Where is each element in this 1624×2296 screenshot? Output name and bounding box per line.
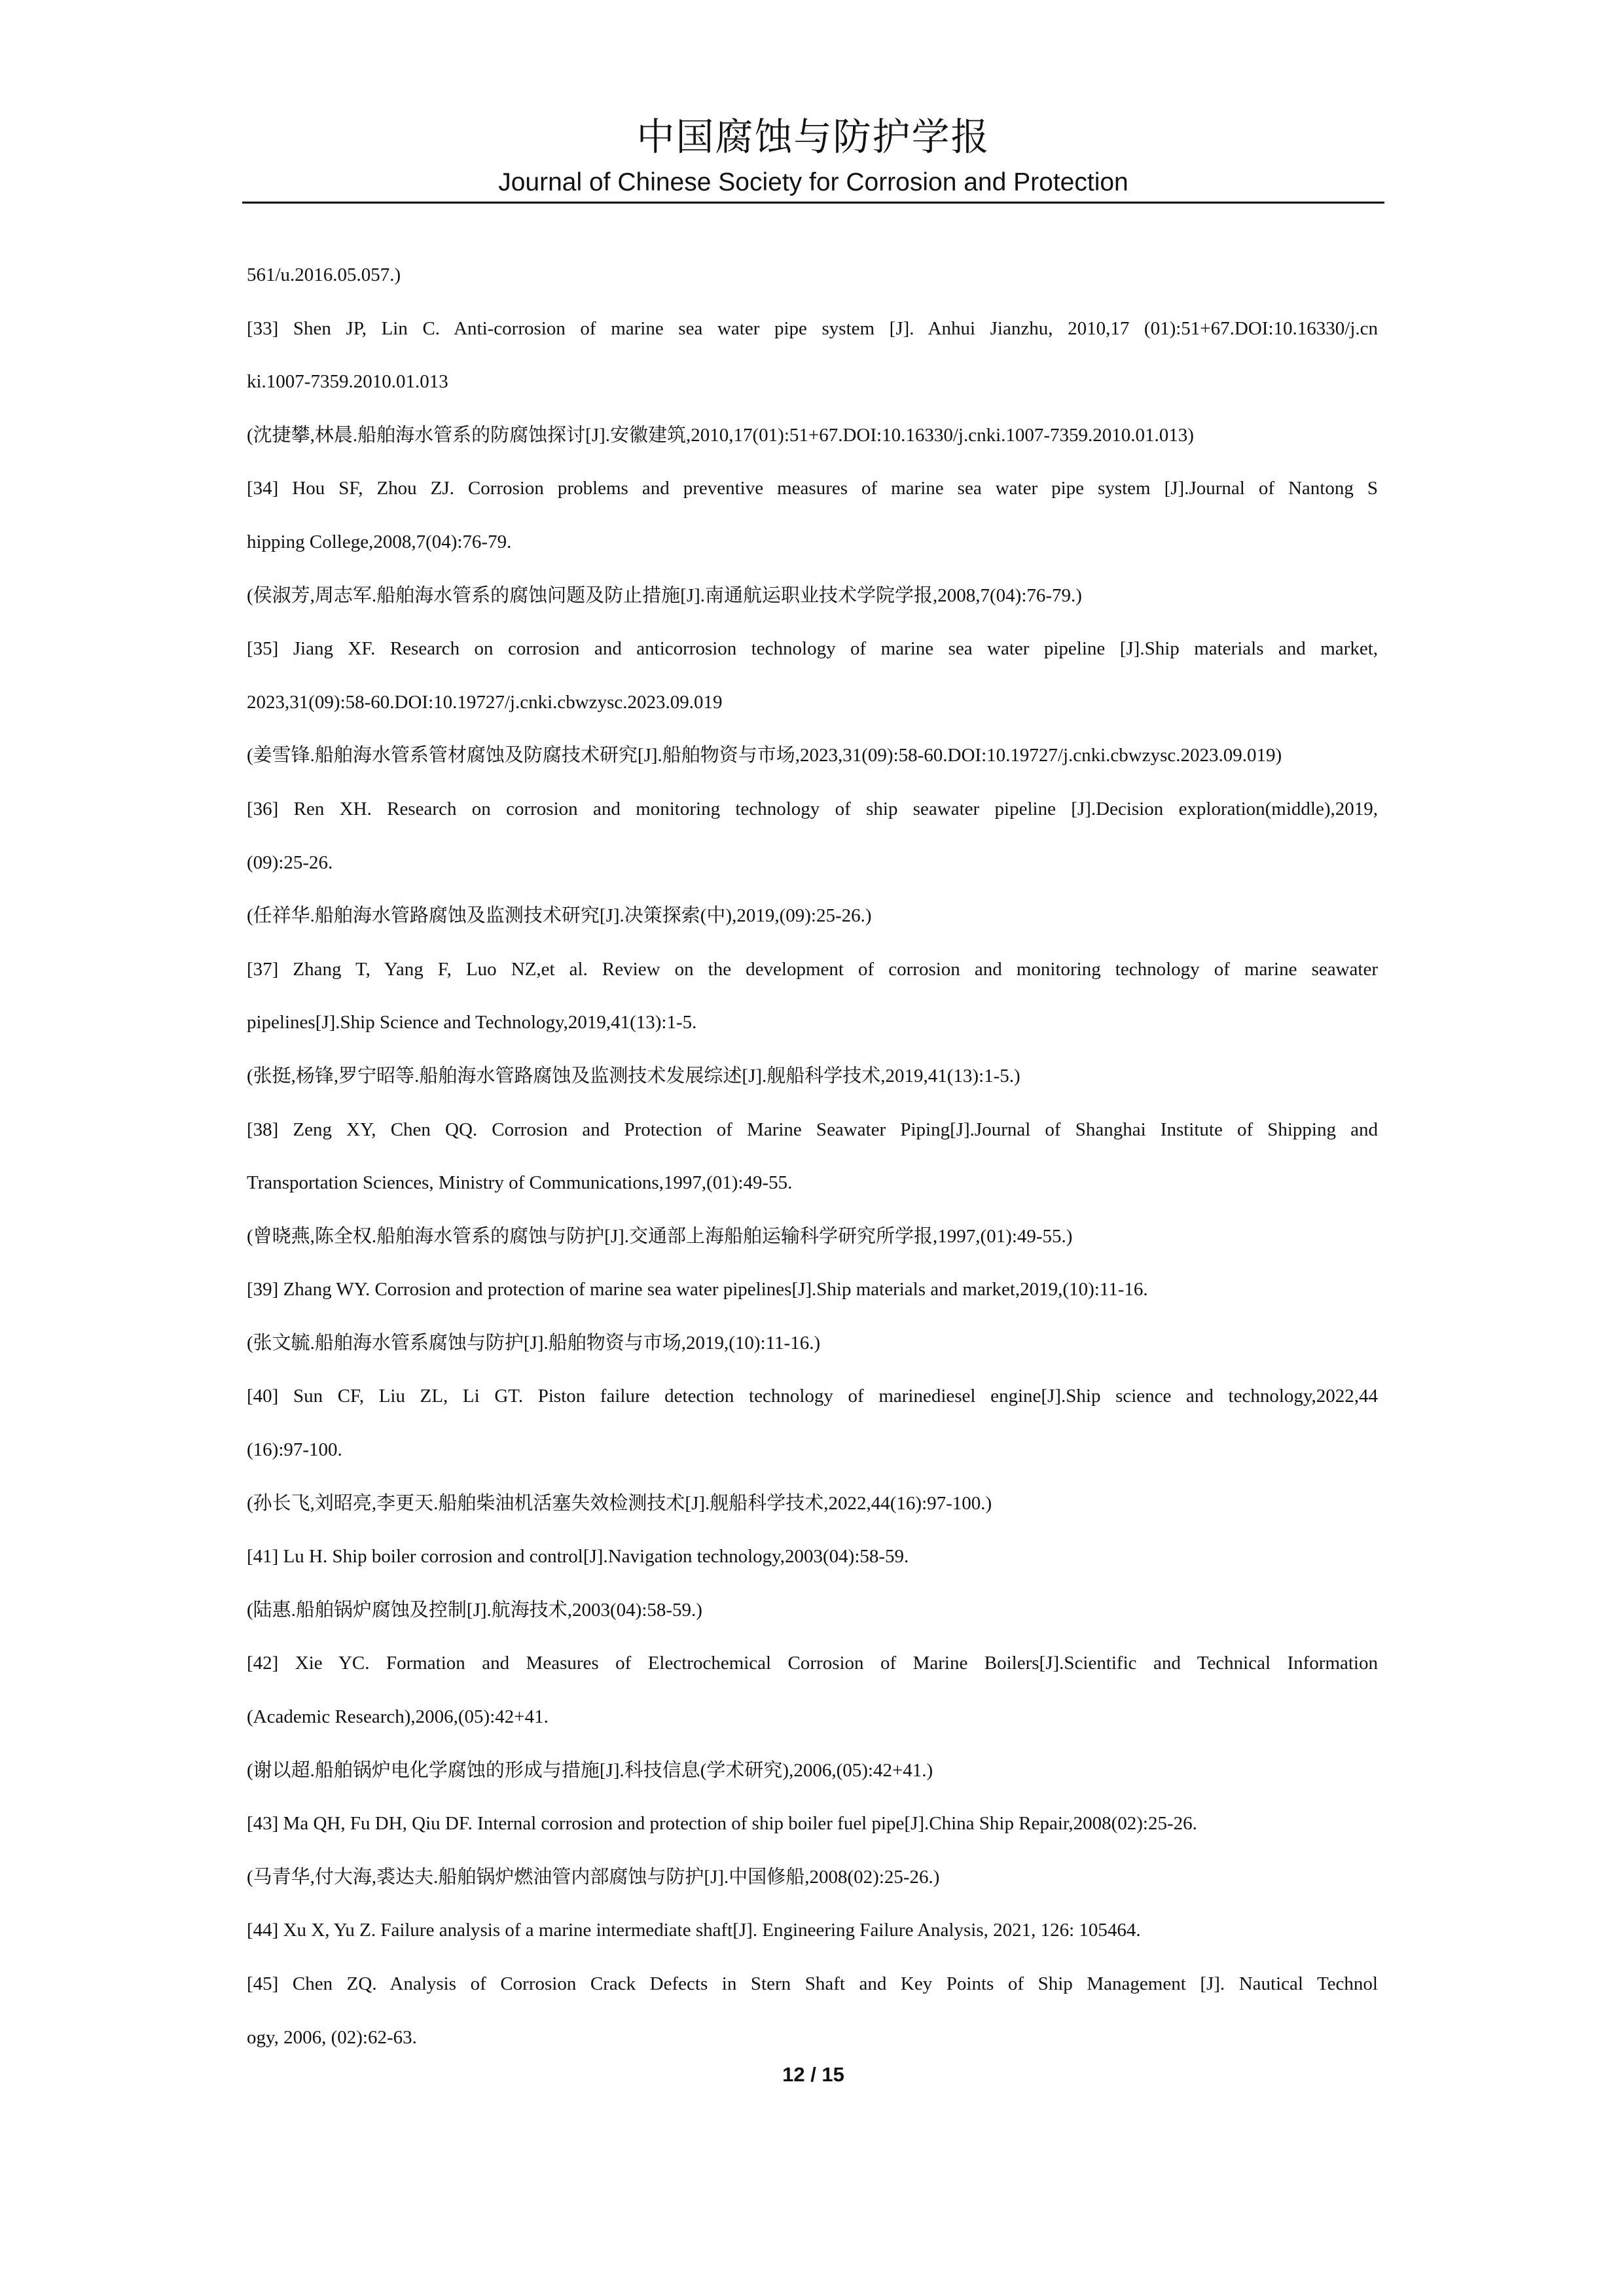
reference-line: (张挺,杨锋,罗宁昭等.船舶海水管路腐蚀及监测技术发展综述[J].舰船科学技术,2019,41(13):1-5.) (247, 1065, 1020, 1086)
reference-line: [36] Ren XH. Research on corrosion and monitoring technology of ship seawater pipeline [J].Decision exploration(middle),2019, (247, 798, 1378, 819)
page-number: 12 / 15 (782, 2063, 844, 2086)
reference-list (247, 249, 1378, 2064)
header-divider (242, 202, 1384, 204)
reference-line: [43] Ma QH, Fu DH, Qiu DF. Internal corrosion and protection of ship boiler fuel pipe[J].China Ship Repair,2008(02):25-26. (247, 1813, 1197, 1835)
reference-line: [44] Xu X, Yu Z. Failure analysis of a marine intermediate shaft[J]. Engineering Failure Analysis, 2021, 126: 105464. (247, 1920, 1141, 1941)
reference-line: Transportation Sciences, Ministry of Communications,1997,(01):49-55. (247, 1172, 793, 1194)
reference-line: ki.1007-7359.2010.01.013 (247, 371, 448, 393)
reference-line: 2023,31(09):58-60.DOI:10.19727/j.cnki.cbwzysc.2023.09.019 (247, 691, 723, 713)
reference-line: [42] Xie YC. Formation and Measures of Electrochemical Corrosion of Marine Boilers[J].Scientific and Technical Information (247, 1653, 1378, 1674)
reference-line: [37] Zhang T, Yang F, Luo NZ,et al. Review on the development of corrosion and monitoring technology of marine seawater (247, 958, 1378, 980)
reference-line: (09):25-26. (247, 852, 333, 873)
reference-line: [33] Shen JP, Lin C. Anti-corrosion of marine sea water pipe system [J]. Anhui Jianzhu, 2010,17 (01):51+67.DOI:10.16330/j.cn (247, 317, 1378, 339)
reference-line: [45] Chen ZQ. Analysis of Corrosion Crack Defects in Stern Shaft and Key Points of Ship Management [J]. Nautical Technol (247, 1973, 1378, 1994)
reference-line: (Academic Research),2006,(05):42+41. (247, 1706, 549, 1728)
reference-line: [35] Jiang XF. Research on corrosion and anticorrosion technology of marine sea water pipeline [J].Ship materials and market, (247, 638, 1378, 660)
reference-line: (孙长飞,刘昭亮,李更天.船舶柴油机活塞失效检测技术[J].舰船科学技术,2022,44(16):97-100.) (247, 1492, 992, 1514)
reference-line: hipping College,2008,7(04):76-79. (247, 531, 512, 552)
journal-header (242, 111, 1384, 200)
reference-line: (侯淑芳,周志军.船舶海水管系的腐蚀问题及防止措施[J].南通航运职业技术学院学报,2008,7(04):76-79.) (247, 584, 1082, 606)
reference-line: (陆惠.船舶锅炉腐蚀及控制[J].航海技术,2003(04):58-59.) (247, 1599, 702, 1621)
reference-line: (16):97-100. (247, 1439, 342, 1461)
reference-line: pipelines[J].Ship Science and Technology,2019,41(13):1-5. (247, 1012, 697, 1033)
reference-line: (谢以超.船舶锅炉电化学腐蚀的形成与措施[J].科技信息(学术研究),2006,(05):42+41.) (247, 1759, 933, 1781)
journal-title-english: Journal of Chinese Society for Corrosion and Protection (498, 168, 1128, 196)
reference-line: [39] Zhang WY. Corrosion and protection of marine sea water pipelines[J].Ship materials and market,2019,(10):11-16. (247, 1279, 1148, 1300)
reference-line: (马青华,付大海,裘达夫.船舶锅炉燃油管内部腐蚀与防护[J].中国修船,2008(02):25-26.) (247, 1866, 940, 1888)
reference-line: (张文毓.船舶海水管系腐蚀与防护[J].船舶物资与市场,2019,(10):11-16.) (247, 1332, 821, 1354)
reference-line: (沈捷攀,林晨.船舶海水管系的防腐蚀探讨[J].安徽建筑,2010,17(01):51+67.DOI:10.16330/j.cnki.1007-7359.2010.01.013) (247, 424, 1194, 446)
reference-line: 561/u.2016.05.057.) (247, 264, 401, 285)
reference-line: [41] Lu H. Ship boiler corrosion and control[J].Navigation technology,2003(04):58-59. (247, 1546, 909, 1568)
reference-line: [34] Hou SF, Zhou ZJ. Corrosion problems and preventive measures of marine sea water pipe system [J].Journal of Nantong S (247, 478, 1378, 499)
journal-title-chinese: 中国腐蚀与防护学报 (636, 115, 990, 159)
reference-line: [40] Sun CF, Liu ZL, Li GT. Piston failure detection technology of marinediesel engine[J].Ship science and technology,2022,44 (247, 1386, 1378, 1407)
reference-line: [38] Zeng XY, Chen QQ. Corrosion and Protection of Marine Seawater Piping[J].Journal of Shanghai Institute of Shipping and (247, 1119, 1378, 1140)
reference-line: (曾晓燕,陈全权.船舶海水管系的腐蚀与防护[J].交通部上海船舶运输科学研究所学报,1997,(01):49-55.) (247, 1225, 1073, 1247)
reference-line: ogy, 2006, (02):62-63. (247, 2026, 417, 2048)
reference-line: (任祥华.船舶海水管路腐蚀及监测技术研究[J].决策探索(中),2019,(09):25-26.) (247, 905, 872, 927)
reference-line: (姜雪锋.船舶海水管系管材腐蚀及防腐技术研究[J].船舶物资与市场,2023,31(09):58-60.DOI:10.19727/j.cnki.cbwzysc.2023.09.019) (247, 745, 1282, 766)
